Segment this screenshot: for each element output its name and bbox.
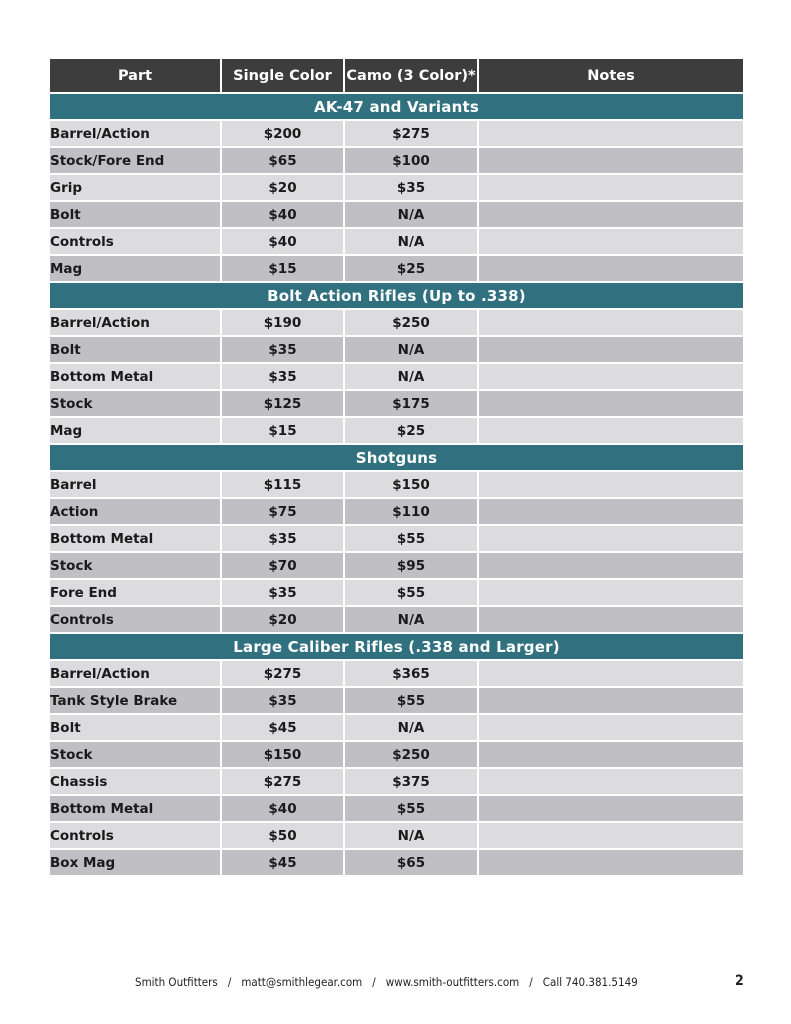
table-row: [50, 148, 743, 175]
footer-email: matt@smithlegear.com: [241, 975, 363, 989]
cell-single-color: $35: [222, 688, 343, 715]
cell-notes: [479, 310, 743, 337]
cell-notes: [479, 472, 743, 499]
cell-part: Controls: [50, 229, 220, 256]
section-title: Shotguns: [50, 445, 743, 472]
column-header-single-color: Single Color: [222, 59, 343, 94]
table-row: [50, 229, 743, 256]
table-row: [50, 823, 743, 850]
table-row: [50, 715, 743, 742]
cell-camo: N/A: [345, 823, 477, 850]
page-footer: [0, 973, 791, 993]
cell-part: Mag: [50, 256, 220, 283]
cell-single-color: $75: [222, 499, 343, 526]
cell-camo: $25: [345, 256, 477, 283]
cell-camo: $55: [345, 526, 477, 553]
page-number: 2: [735, 973, 744, 989]
cell-single-color: $125: [222, 391, 343, 418]
table-row: [50, 607, 743, 634]
table-row: [50, 364, 743, 391]
section-header-row: [50, 94, 743, 121]
price-table: [48, 59, 745, 877]
footer-website: www.smith-outfitters.com: [385, 975, 520, 989]
cell-notes: [479, 337, 743, 364]
table-header-row: [50, 59, 743, 94]
table-row: [50, 472, 743, 499]
cell-part: Bolt: [50, 337, 220, 364]
footer-separator: /: [529, 975, 533, 989]
cell-notes: [479, 418, 743, 445]
cell-notes: [479, 823, 743, 850]
cell-notes: [479, 553, 743, 580]
table-row: [50, 391, 743, 418]
section-header-row: [50, 634, 743, 661]
table-row: [50, 499, 743, 526]
cell-camo: $35: [345, 175, 477, 202]
cell-single-color: $115: [222, 472, 343, 499]
cell-notes: [479, 742, 743, 769]
cell-single-color: $45: [222, 715, 343, 742]
cell-single-color: $40: [222, 202, 343, 229]
cell-part: Stock/Fore End: [50, 148, 220, 175]
table-row: [50, 688, 743, 715]
cell-single-color: $200: [222, 121, 343, 148]
cell-camo: $100: [345, 148, 477, 175]
cell-part: Chassis: [50, 769, 220, 796]
table-row: [50, 121, 743, 148]
cell-notes: [479, 715, 743, 742]
cell-part: Box Mag: [50, 850, 220, 877]
cell-notes: [479, 526, 743, 553]
cell-part: Action: [50, 499, 220, 526]
cell-camo: $365: [345, 661, 477, 688]
cell-camo: $95: [345, 553, 477, 580]
cell-notes: [479, 148, 743, 175]
table-row: [50, 661, 743, 688]
footer-company: Smith Outfitters: [135, 975, 218, 989]
cell-notes: [479, 391, 743, 418]
cell-notes: [479, 580, 743, 607]
cell-single-color: $45: [222, 850, 343, 877]
cell-part: Barrel: [50, 472, 220, 499]
cell-notes: [479, 769, 743, 796]
table-row: [50, 310, 743, 337]
cell-single-color: $35: [222, 580, 343, 607]
cell-camo: $275: [345, 121, 477, 148]
cell-notes: [479, 175, 743, 202]
cell-camo: $175: [345, 391, 477, 418]
cell-camo: $250: [345, 742, 477, 769]
section-header-row: [50, 283, 743, 310]
section-title: AK-47 and Variants: [50, 94, 743, 121]
cell-single-color: $50: [222, 823, 343, 850]
table-row: [50, 742, 743, 769]
footer-phone: Call 740.381.5149: [542, 975, 638, 989]
cell-part: Fore End: [50, 580, 220, 607]
footer-contact-line: [135, 975, 638, 989]
cell-part: Barrel/Action: [50, 121, 220, 148]
column-header-camo: Camo (3 Color)*: [345, 59, 477, 94]
cell-notes: [479, 256, 743, 283]
cell-notes: [479, 607, 743, 634]
cell-camo: $55: [345, 796, 477, 823]
table-row: [50, 256, 743, 283]
cell-part: Tank Style Brake: [50, 688, 220, 715]
cell-notes: [479, 364, 743, 391]
table-row: [50, 850, 743, 877]
cell-single-color: $70: [222, 553, 343, 580]
cell-single-color: $150: [222, 742, 343, 769]
cell-camo: $25: [345, 418, 477, 445]
table-row: [50, 769, 743, 796]
cell-camo: $375: [345, 769, 477, 796]
column-header-notes: Notes: [479, 59, 743, 94]
footer-separator: /: [227, 975, 232, 989]
table-row: [50, 202, 743, 229]
cell-part: Stock: [50, 553, 220, 580]
cell-part: Bolt: [50, 202, 220, 229]
cell-part: Bolt: [50, 715, 220, 742]
cell-part: Bottom Metal: [50, 526, 220, 553]
cell-camo: N/A: [345, 607, 477, 634]
cell-camo: $55: [345, 580, 477, 607]
cell-notes: [479, 661, 743, 688]
cell-part: Stock: [50, 742, 220, 769]
cell-notes: [479, 121, 743, 148]
cell-notes: [479, 202, 743, 229]
footer-separator: /: [372, 975, 376, 989]
table-row: [50, 553, 743, 580]
cell-notes: [479, 796, 743, 823]
cell-part: Stock: [50, 391, 220, 418]
cell-part: Barrel/Action: [50, 661, 220, 688]
cell-camo: N/A: [345, 229, 477, 256]
cell-single-color: $40: [222, 796, 343, 823]
cell-notes: [479, 229, 743, 256]
cell-camo: $65: [345, 850, 477, 877]
cell-single-color: $15: [222, 418, 343, 445]
cell-single-color: $20: [222, 607, 343, 634]
cell-single-color: $35: [222, 364, 343, 391]
cell-single-color: $190: [222, 310, 343, 337]
cell-part: Grip: [50, 175, 220, 202]
table-row: [50, 796, 743, 823]
cell-part: Bottom Metal: [50, 796, 220, 823]
cell-camo: N/A: [345, 715, 477, 742]
cell-camo: N/A: [345, 337, 477, 364]
table-row: [50, 526, 743, 553]
cell-camo: $150: [345, 472, 477, 499]
cell-notes: [479, 499, 743, 526]
cell-single-color: $40: [222, 229, 343, 256]
cell-notes: [479, 850, 743, 877]
column-header-part: Part: [50, 59, 220, 94]
cell-part: Barrel/Action: [50, 310, 220, 337]
cell-notes: [479, 688, 743, 715]
cell-part: Mag: [50, 418, 220, 445]
section-title: Large Caliber Rifles (.338 and Larger): [50, 634, 743, 661]
cell-camo: N/A: [345, 364, 477, 391]
cell-single-color: $275: [222, 769, 343, 796]
cell-camo: N/A: [345, 202, 477, 229]
table-row: [50, 337, 743, 364]
cell-part: Controls: [50, 607, 220, 634]
table-row: [50, 580, 743, 607]
cell-single-color: $275: [222, 661, 343, 688]
table-body: [50, 94, 743, 877]
section-header-row: [50, 445, 743, 472]
section-title: Bolt Action Rifles (Up to .338): [50, 283, 743, 310]
table-row: [50, 175, 743, 202]
cell-camo: $250: [345, 310, 477, 337]
cell-camo: $55: [345, 688, 477, 715]
cell-camo: $110: [345, 499, 477, 526]
cell-single-color: $20: [222, 175, 343, 202]
cell-part: Bottom Metal: [50, 364, 220, 391]
cell-single-color: $15: [222, 256, 343, 283]
cell-single-color: $35: [222, 526, 343, 553]
table-row: [50, 418, 743, 445]
cell-part: Controls: [50, 823, 220, 850]
cell-single-color: $35: [222, 337, 343, 364]
cell-single-color: $65: [222, 148, 343, 175]
